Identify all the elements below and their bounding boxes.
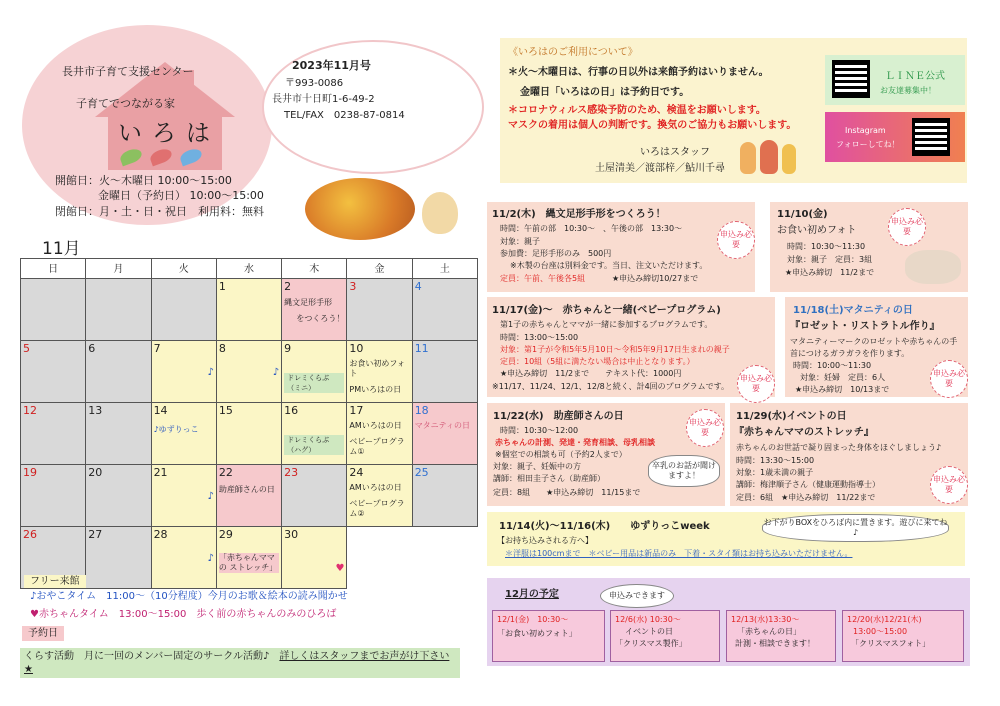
december-title: 12月の予定 — [505, 589, 559, 600]
day-event: マタニティの日 — [414, 421, 471, 430]
address: 長井市十日町1-6-49-2 — [272, 94, 375, 105]
calendar-week — [21, 465, 478, 527]
event-detail: 時間：10:30〜12:00 — [500, 426, 579, 435]
december-date: 12/6(水) 10:30〜 — [615, 615, 681, 624]
event-detail: 時間：10:00〜11:30 — [793, 361, 872, 370]
day-number: 21 — [153, 466, 168, 479]
calendar-day — [347, 341, 412, 403]
weekday-header: 火 — [151, 259, 216, 279]
day-number: 17 — [349, 404, 364, 417]
apply-required-badge: 申込み必要 — [737, 365, 775, 403]
instagram-label: Instagram — [845, 126, 886, 135]
calendar-day-empty — [151, 279, 216, 341]
calendar-day — [216, 403, 281, 465]
december-event-sub: 「クリスマスフォト」 — [851, 639, 931, 648]
calendar-day — [151, 341, 216, 403]
calendar-day — [86, 341, 151, 403]
weekday-header: 水 — [216, 259, 281, 279]
calendar-day — [347, 279, 412, 341]
logo-text: いろは — [118, 119, 220, 147]
day-event: ベビープログラム① — [349, 437, 405, 456]
calendar-day — [282, 403, 347, 465]
legend-club-link: 詳しくはスタッフまでお声がけ下さい★ — [24, 651, 450, 675]
day-number: 13 — [88, 404, 103, 417]
day-number: 1 — [218, 280, 226, 293]
december-item — [726, 610, 836, 662]
day-event: AMいろはの日 — [349, 421, 402, 430]
weekday-header: 月 — [86, 259, 151, 279]
usage-line: ＊火〜木曜日は、行事の日以外は来館予約はいりません。 — [508, 67, 769, 78]
autumn-tree-illustration — [305, 178, 415, 240]
day-number: 15 — [218, 404, 233, 417]
calendar-week — [21, 279, 478, 341]
december-item — [610, 610, 720, 662]
calendar-day — [216, 279, 281, 341]
event-detail: マタニティーマークのロゼットや赤ちゃんの手 — [790, 337, 958, 346]
event-title: 11/22(水) 助産師さんの日 — [493, 411, 624, 422]
day-number: 4 — [414, 280, 422, 293]
december-date: 12/13(水)13:30〜 — [731, 615, 800, 624]
december-item — [492, 610, 605, 662]
calendar-day — [347, 403, 412, 465]
event-title: 11/17(金)〜 赤ちゃんと一緒(ベビープログラム) — [492, 305, 721, 316]
day-number: 9 — [284, 342, 292, 355]
legend-reserve: 予約日 — [22, 626, 64, 641]
day-number: 30 — [284, 528, 299, 541]
legend-club — [20, 648, 460, 678]
legend-free: フリー来館 — [24, 575, 86, 588]
day-number: 28 — [153, 528, 168, 541]
december-event-sub: 「クリスマス製作」 — [615, 639, 687, 648]
day-event: お食い初めフォト — [349, 359, 406, 378]
event-detail: 対象：妊婦 定員：6人 — [800, 373, 886, 382]
calendar-day — [282, 527, 347, 589]
calendar-day-empty — [21, 279, 86, 341]
event-title: 11/10(金) — [777, 209, 828, 220]
event-deadline: 定員：8組 ★申込み締切 11/15まで — [493, 488, 641, 497]
calendar-day — [412, 403, 477, 465]
december-event: イベントの日 — [625, 627, 673, 636]
club-tag: ドレミくらぶ（ハグ） — [284, 435, 344, 455]
december-event: 「お食い初めフォト」 — [497, 629, 577, 638]
calendar-day-empty — [412, 527, 477, 589]
usage-title: 《いろはのご利用について》 — [508, 47, 638, 58]
apply-required-badge: 申込み必要 — [717, 221, 755, 259]
event-title: 11/29(水)イベントの日 — [736, 411, 847, 422]
calendar-day — [21, 341, 86, 403]
day-number: 12 — [23, 404, 37, 417]
december-event-sub: 計測・相談できます！ — [735, 639, 815, 648]
calendar-day — [151, 465, 216, 527]
december-event: 13:00〜15:00 — [853, 627, 908, 636]
day-number: 8 — [218, 342, 226, 355]
weekday-header: 木 — [282, 259, 347, 279]
calendar-week — [21, 527, 478, 589]
december-event: 「赤ちゃんの日」 — [737, 627, 801, 636]
line-label: ＬＩＮＥ公式 — [885, 71, 945, 82]
event-deadline: 定員：6組 ★申込み締切 11/22まで — [736, 493, 876, 502]
calendar-day — [86, 403, 151, 465]
calendar-day — [282, 465, 347, 527]
hours-open: 開館日：火〜木曜日 10:00〜15:00 — [55, 174, 232, 187]
calendar-day-empty — [86, 279, 151, 341]
event-detail: 参加費：足形手形のみ 500円 — [500, 249, 612, 258]
postal-code: 〒993-0086 — [285, 78, 344, 89]
day-event: 助産師さんの日 — [218, 485, 275, 494]
calendar-day — [21, 403, 86, 465]
event-detail: ※11/17、11/24、12/1、12/8と続く、計4回のプログラムです。 — [492, 382, 729, 391]
day-number: 6 — [88, 342, 96, 355]
day-number: 14 — [153, 404, 168, 417]
day-number: 18 — [414, 404, 429, 417]
owl-illustration — [422, 192, 458, 234]
event-detail: 時間：13:30〜15:00 — [736, 456, 815, 465]
day-number: 25 — [414, 466, 429, 479]
apply-required-badge: 申込み必要 — [686, 409, 724, 447]
day-number: 26 — [23, 528, 37, 541]
day-event: ベビープログラム② — [349, 499, 405, 518]
staff-label: いろはスタッフ — [640, 147, 710, 158]
event-detail: 定員：10組（5組に満たない場合は中止となります。） — [500, 357, 695, 366]
day-number: 3 — [349, 280, 357, 293]
heart-icon: ♥ — [335, 563, 345, 574]
event-detail: 赤ちゃんのお世話で凝り固まった身体をほぐしましょう♪ — [736, 443, 942, 452]
apply-required-badge: 申込み必要 — [930, 466, 968, 504]
day-number: 10 — [349, 342, 364, 355]
event-detail: ※個室での相談も可（予約2人まで） — [495, 450, 627, 459]
day-event: PMいろはの日 — [349, 385, 402, 394]
issue-label: 2023年11月号 — [292, 59, 371, 72]
event-detail: 首につけるガラガラを作ります。 — [790, 349, 910, 358]
doll-illustration — [740, 140, 800, 176]
event-detail: 対象：親子 — [500, 237, 540, 246]
tel-fax: TEL/FAX 0238-87-0814 — [284, 110, 405, 121]
speech-bubble: お下がりBOXをひろば内に置きます。遊びに来てね♪ — [762, 514, 949, 542]
event-detail: 時間：10:30〜11:30 — [787, 242, 866, 251]
day-number: 29 — [218, 528, 233, 541]
usage-line: 金曜日「いろはの日」は予約日です。 — [520, 87, 690, 98]
event-detail: 対象：親子、妊娠中の方 — [493, 462, 581, 471]
event-title: 11/18(土)マタニティの日 — [793, 305, 913, 316]
day-number: 19 — [23, 466, 37, 479]
calendar-day — [412, 279, 477, 341]
calendar-day — [151, 403, 216, 465]
calendar-day — [216, 341, 281, 403]
calendar-header-row — [21, 259, 478, 279]
day-number: 20 — [88, 466, 103, 479]
event-detail: 講師：相田圭子さん（助産師） — [493, 474, 605, 483]
baby-photo-illustration — [905, 250, 961, 284]
speech-bubble: 卒乳のお話が聞けますよ！ — [648, 455, 720, 487]
legend-oyatsu: ♪おやこタイム 11:00〜（10分程度）今月のお歌＆絵本の読み聞かせ — [30, 591, 348, 602]
day-event: をつくろう！ — [296, 314, 345, 323]
event-detail: 対象：第1子が令和5年5月10日〜令和5年9月17日生まれの親子 — [500, 345, 730, 354]
staff-names: 土屋清美／渡部梓／鮎川千尋 — [595, 163, 725, 174]
instagram-qr-code-icon[interactable] — [912, 118, 950, 156]
hours-friday: 金曜日（予約日） 10:00〜15:00 — [98, 189, 264, 202]
day-number: 24 — [349, 466, 364, 479]
calendar-day — [86, 527, 151, 589]
day-event: 縄文足形手形 — [284, 298, 333, 307]
music-note-icon: ♪ — [207, 367, 214, 378]
day-event: 「赤ちゃんママの ストレッチ」 — [218, 553, 278, 572]
music-note-icon: ♪ — [272, 367, 280, 378]
december-note: 申込みできます — [600, 584, 674, 608]
legend-baby: ♥赤ちゃんタイム 13:00〜15:00 歩く前の赤ちゃんのみのひろば — [30, 609, 337, 620]
event-detail: ※木製の台座は別料金です。当日、注文いただけます。 — [510, 261, 708, 270]
calendar-day — [151, 527, 216, 589]
line-sub: お友達募集中！ — [880, 86, 936, 95]
event-detail: 講師：梅津順子さん（健康運動指導士） — [736, 480, 880, 489]
weekday-header: 金 — [347, 259, 412, 279]
weekday-header: 日 — [21, 259, 86, 279]
day-number: 7 — [153, 342, 161, 355]
event-detail: ★申込み締切 11/2まで テキスト代：1000円 — [500, 369, 682, 378]
day-number: 5 — [23, 342, 30, 355]
event-detail: ＊洋服は100cmまで ＊ベビー用品は新品のみ 下着・スタイ類はお持ち込みいただけません。 — [505, 549, 853, 558]
december-date: 12/20(水)12/21(木) — [847, 615, 922, 624]
calendar-day — [412, 341, 477, 403]
day-number: 2 — [284, 280, 292, 293]
legend-club-text: くらす活動 月に一回のメンバー固定のサークル活動♪ — [24, 651, 270, 662]
month-label: 11月 — [42, 239, 81, 259]
calendar-day — [86, 465, 151, 527]
calendar-day — [21, 465, 86, 527]
event-deadline: ★申込み締切 10/13まで — [795, 385, 890, 394]
calendar-day — [347, 465, 412, 527]
day-number: 16 — [284, 404, 299, 417]
instagram-sub: フォローしてね！ — [836, 140, 900, 149]
calendar-table — [20, 258, 478, 589]
event-detail: 第1子の赤ちゃんとママが一緒に参加するプログラムです。 — [500, 320, 713, 329]
day-number: 27 — [88, 528, 103, 541]
tagline: 子育てでつながる家 — [76, 97, 175, 110]
usage-line: マスクの着用は個人の判断です。換気のご協力もお願いします。 — [508, 120, 797, 131]
hours-closed: 閉館日：月・土・日・祝日 利用料：無料 — [55, 205, 264, 218]
event-detail: 時間：午前の部 10:30〜 、午後の部 13:30〜 — [500, 224, 683, 233]
calendar-day — [282, 341, 347, 403]
event-detail: 時間：13:00〜15:00 — [500, 333, 579, 342]
event-subtitle: お食い初めフォト — [777, 225, 857, 236]
music-note-icon: ♪ — [207, 553, 214, 564]
event-subtitle: 『赤ちゃんママのストレッチ』 — [734, 427, 874, 438]
calendar-day — [216, 465, 281, 527]
event-detail: 赤ちゃんの計測、発達・発育相談、母乳相談 — [495, 438, 655, 447]
day-number: 22 — [218, 466, 233, 479]
usage-line: ＊コロナウィルス感染予防のため、検温をお願いします。 — [508, 105, 766, 116]
calendar-week — [21, 403, 478, 465]
event-detail: 対象：親子 定員：3組 — [787, 255, 873, 264]
calendar-day-empty — [347, 527, 412, 589]
event-deadline: ★申込み締切 11/2まで — [785, 268, 875, 277]
event-title: 11/2(木) 縄文足形手形をつくろう！ — [492, 209, 666, 220]
event-title: 11/14(火)〜11/16(木) ゆずりっこweek — [499, 521, 710, 532]
apply-required-badge: 申込み必要 — [888, 208, 926, 246]
event-subtitle: 『ロゼット・リストラトル作り』 — [790, 321, 940, 332]
line-qr-code-icon[interactable] — [832, 60, 870, 98]
day-number: 23 — [284, 466, 299, 479]
music-note-icon: ♪ — [207, 491, 214, 502]
event-detail: 対象：1歳未満の親子 — [736, 468, 814, 477]
center-name: 長井市子育て支援センター — [62, 65, 194, 78]
day-event: ♪ゆずりっこ — [153, 425, 199, 434]
december-date: 12/1(金) 10:30〜 — [497, 615, 569, 624]
event-deadline: ★申込み締切10/27まで — [612, 274, 699, 283]
calendar-day — [216, 527, 281, 589]
calendar-day — [412, 465, 477, 527]
event-detail: 定員：午前、午後各5組 — [500, 274, 586, 283]
weekday-header: 土 — [412, 259, 477, 279]
event-detail: 【お持ち込みされる方へ】 — [497, 536, 593, 545]
december-item — [842, 610, 964, 662]
club-tag: ドレミくらぶ（ミニ） — [284, 373, 344, 393]
day-event: AMいろはの日 — [349, 483, 402, 492]
calendar-day — [282, 279, 347, 341]
calendar-week — [21, 341, 478, 403]
day-number: 11 — [414, 342, 429, 355]
apply-required-badge: 申込み必要 — [930, 360, 968, 398]
